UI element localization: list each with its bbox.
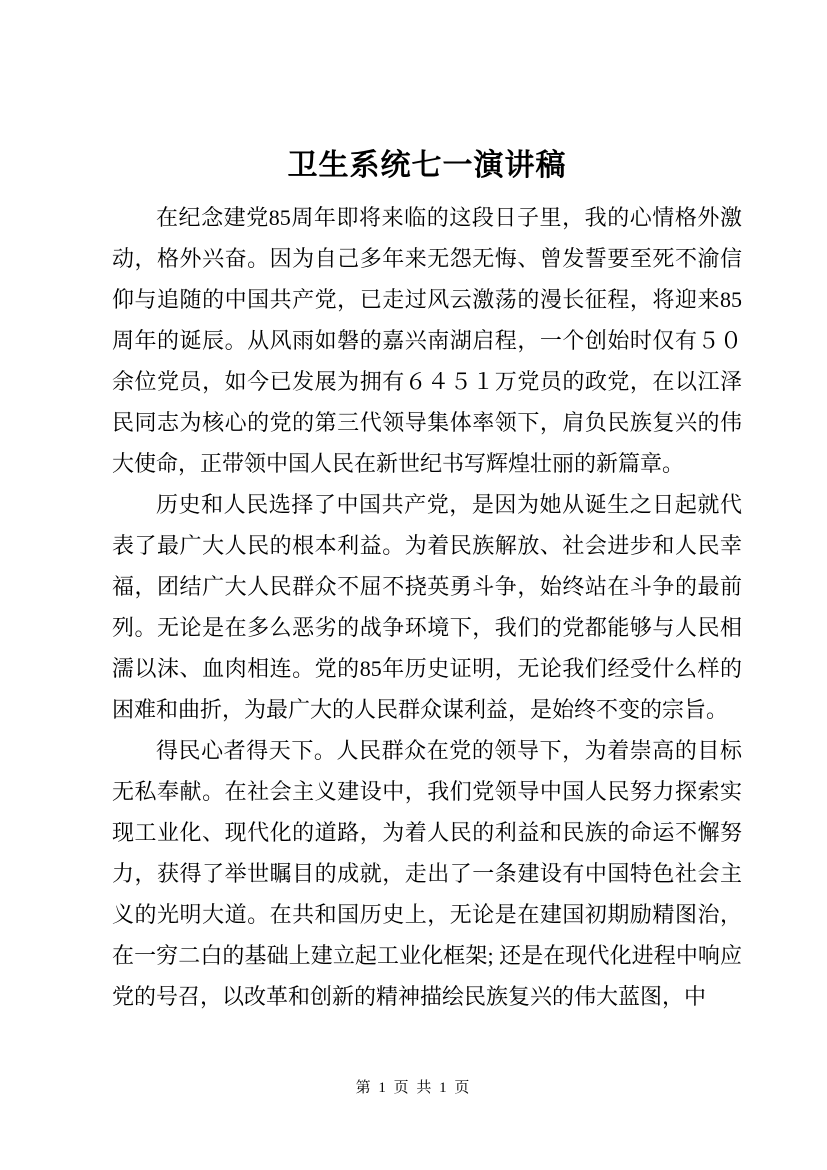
- paragraph-1: 在纪念建党85周年即将来临的这段日子里，我的心情格外激动，格外兴奋。因为自己多年来无怨无悔、曾发誓要至死不渝信仰与追随的中国共产党，已走过风云激荡的漫长征程，将迎来85周年的诞辰。从风雨如磐的嘉兴南湖启程，一个创始时仅有５０余位党员，如今已发展为拥有６４５１万党员的政党，在以江泽民同志为核心的党的第三代领导集体率领下，肩负民族复兴的伟大使命，正带领中国人民在新世纪书写辉煌壮丽的新篇章。: [112, 205, 742, 476]
- page-number-footer: 第 1 页 共 1 页: [355, 1080, 472, 1096]
- paragraph-3: 得民心者得天下。人民群众在党的领导下，为着崇高的目标无私奉献。在社会主义建设中，我们党领导中国人民努力探索实现工业化、现代化的道路，为着人民的利益和民族的命运不懈努力，获得了举世瞩目的成就，走出了一条建设有中国特色社会主义的光明大道。在共和国历史上，无论是在建国初期励精图治，在一穷二白的基础上建立起工业化框架; 还是在现代化进程中响应党的号召，以改革和创新的精神描绘民族复兴的伟大蓝图，中: [112, 738, 742, 1009]
- document-body: [112, 197, 742, 1017]
- document-title: 卫生系统七一演讲稿: [287, 149, 567, 182]
- paragraph-2: 历史和人民选择了中国共产党，是因为她从诞生之日起就代表了最广大人民的根本利益。为着民族解放、社会进步和人民幸福，团结广大人民群众不屈不挠英勇斗争，始终站在斗争的最前列。无论是在多么恶劣的战争环境下，我们的党都能够与人民相濡以沫、血肉相连。党的85年历史证明，无论我们经受什么样的困难和曲折，为最广大的人民群众谋利益，是始终不变的宗旨。: [112, 492, 742, 722]
